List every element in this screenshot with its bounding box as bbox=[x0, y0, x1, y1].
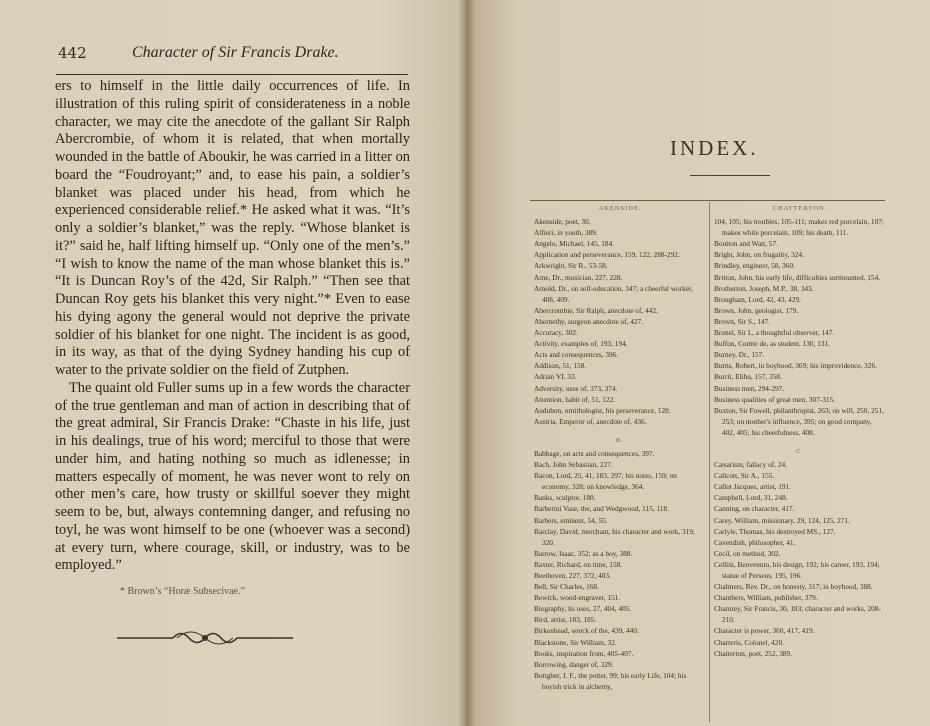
index-entry: Bacon, Lord, 25, 41, 183, 297; his notes, 159; on economy, 328; on knowledge, 364. bbox=[534, 471, 677, 492]
index-entry: Abernethy, surgeon anecdote of, 427. bbox=[534, 316, 644, 326]
running-title: Character of Sir Francis Drake. bbox=[132, 44, 339, 61]
index-entry: Carey, William, missionary, 29, 124, 125, 271. bbox=[714, 515, 850, 525]
index-entry: Bach, John Sebastian, 227. bbox=[534, 460, 613, 470]
index-entry: Cellini, Benvenuto, his design, 192; his career, 193, 194; statue of Perseus, 195, 196. bbox=[714, 559, 880, 580]
index-title: INDEX. bbox=[670, 136, 759, 160]
header-rule bbox=[56, 74, 408, 75]
index-entry: Beethoven, 227, 372, 403. bbox=[534, 571, 611, 580]
body-text bbox=[55, 78, 410, 575]
index-entry: Boulton and Watt, 57. bbox=[714, 239, 778, 249]
index-entry: Britton, John, his early life, difficulties surmounted, 154. bbox=[714, 272, 881, 282]
index-entry: Bright, John, on frugality, 324. bbox=[714, 250, 804, 260]
index-entry: Barrow, Isaac, 352; as a boy, 388. bbox=[534, 548, 633, 558]
index-entry: Bird, artist, 183, 185. bbox=[534, 615, 597, 625]
index-entry: Buxton, Sir Fowell, philanthropist, 263; on will, 250, 251, 253; on mother's influence, 395; on good company, 402, 405; his cheerfulness, 408. bbox=[714, 405, 884, 437]
index-entry: Character is power, 360, 417, 419. bbox=[714, 626, 815, 636]
index-entry: Blackstone, Sir William, 32. bbox=[534, 637, 617, 647]
index-entry: Brindley, engineer, 58, 360. bbox=[714, 261, 795, 271]
index-entry: Austria, Emperor of, anecdote of, 436. bbox=[534, 416, 647, 426]
index-entry: Activity, examples of, 193, 194. bbox=[534, 339, 628, 349]
index-entry: Accuracy, 302. bbox=[534, 328, 578, 338]
index-entry: Chatterton, poet, 252, 389. bbox=[714, 648, 793, 658]
index-entry: Arkwright, Sir R., 53-58. bbox=[534, 261, 608, 271]
index-entry: Business men, 294-297. bbox=[714, 383, 785, 393]
index-entry: Banks, sculptor, 188. bbox=[534, 493, 596, 503]
index-entry: Buffon, Comte de, as student, 130, 131. bbox=[714, 339, 830, 349]
book-gutter bbox=[458, 0, 476, 726]
index-entry: Biography, its uses, 27, 404, 405. bbox=[534, 604, 632, 614]
paragraph: ers to himself in the little daily occurrences of life. In illustration of this ruling spirit of considerateness in a noble character, we may cite the anecdote of the gallant Sir Ralph Abercrombie, of whom it is related, that when mortally wounded in the battle of Aboukir, he was carried in a litter on board the “Foudroyant;” and, to ease his pain, a soldier’s blanket was placed under his head, from which he experienced considerable relief.* He asked what it was. “It’s only a soldier’s blanket,” was the reply. “Whose blanket is it?” said he, half lifting himself up. “Only one of the men’s.” “I wish to know the name of the man whose blanket this is.” “It is Duncan Roy’s of the 42d, Sir Ralph.” “Then see that Duncan Roy gets his blanket this very night.”* Even to ease his dying agony the general would not deprive the private soldier of his blanket for one night. The incident is as good, in its way, as that of the dying Sydney handing his cup of water to the private soldier on the field of Zutphen. bbox=[55, 78, 410, 378]
column-divider bbox=[709, 202, 710, 722]
index-section-heading: CHATTERTON. bbox=[772, 205, 828, 212]
index-entry: Barbers, eminent, 54, 55. bbox=[534, 515, 608, 525]
index-entry: Acts and consequences, 396. bbox=[534, 350, 619, 360]
index-entry: Babbage, on acts and consequences, 397. bbox=[534, 448, 655, 458]
index-entry: Callcott, Sir A., 155. bbox=[714, 471, 775, 481]
index-entry: Callot Jacques, artist, 191. bbox=[714, 482, 792, 492]
index-entry: Brougham, Lord, 42, 43, 429. bbox=[714, 294, 801, 304]
index-entry: Akenside, poet, 30. bbox=[534, 217, 591, 227]
index-entry: Adrian VI. 33. bbox=[534, 372, 577, 382]
index-section-heading: C. bbox=[796, 447, 804, 455]
index-entry: Burrit, Elihu, 157, 358. bbox=[714, 372, 782, 382]
index-entry: Bewick, wood-engraver, 151. bbox=[534, 593, 621, 603]
index-entry: Baxter, Richard, on time, 158. bbox=[534, 559, 623, 569]
index-entry: Books, inspiration from, 405-407. bbox=[534, 648, 634, 658]
index-entry: Chantrey, Sir Francis, 30, 183; character and works, 208-210. bbox=[714, 604, 881, 625]
index-entry: Arne, Dr., musician, 227, 228. bbox=[534, 272, 623, 282]
index-entry: Brotherton, Joseph, M.P., 38, 343. bbox=[714, 283, 814, 293]
index-entry: Brown, John, geologist, 179. bbox=[714, 305, 799, 315]
index-entry: Attention, habit of, 51, 122. bbox=[534, 394, 616, 404]
page-number: 442 bbox=[58, 44, 87, 62]
index-column-left bbox=[534, 203, 706, 692]
index-entry: Cæsarism, fallacy of, 24. bbox=[714, 460, 787, 470]
index-entry: Carlyle, Thomas, his destroyed MS., 127. bbox=[714, 526, 836, 536]
index-entry: Application and perseverance, 159, 122, 288-292. bbox=[534, 250, 680, 260]
index-entry: Abercrombie, Sir Ralph, anecdote of, 442. bbox=[534, 305, 658, 315]
index-entry: Canning, on character, 417. bbox=[714, 504, 795, 514]
index-entry: 104, 105; his troubles, 105-111; makes red porcelain, 107; makes white porcelain, 109; his death, 111. bbox=[714, 217, 884, 238]
paragraph: The quaint old Fuller sums up in a few words the character of the true gentleman and man of action in describing that of the great admiral, Sir Francis Drake: “Chaste in his life, just in his dealings, true of his word; merciful to those that were under him, and hating nothing so much as idlenesse; in matters especally of moment, he was never wont to rely on other men’s care, how trusty or skillful soever they might seem to be, but, always contemning danger, and refusing no toyl, he was wont himself to be one (whoever was a second) at every turn, where courage, skill, or industry, was to be employed.” bbox=[55, 379, 410, 574]
index-entry: Brown, Sir S., 147. bbox=[714, 316, 771, 326]
index-spacer bbox=[714, 438, 886, 446]
index-column-right bbox=[714, 203, 886, 659]
index-entry: Cecil, on method, 302. bbox=[714, 548, 781, 558]
index-entry: Adversity, uses of, 373, 374. bbox=[534, 383, 618, 393]
index-entry: Birkenhead, wreck of the, 439, 440. bbox=[534, 626, 639, 636]
footnote: * Brown’s “Horæ Subsecivae.” bbox=[120, 586, 245, 597]
index-entry: Arnold, Dr., on self-education, 347; a cheerful worker, 408, 409. bbox=[534, 283, 693, 304]
index-entry: Chambers, William, publisher, 379. bbox=[714, 593, 818, 603]
index-section-heading: AKENSIDE. bbox=[598, 205, 642, 212]
ornament-flourish-icon bbox=[115, 628, 295, 648]
index-entry: Brunel, Sir I., a thoughtful observer, 147. bbox=[714, 328, 835, 338]
index-entry: Campbell, Lord, 31, 248. bbox=[714, 493, 788, 503]
index-entry: Bottgher, J. F., the potter, 99; his early Life, 104; his boyish trick in alchemy, bbox=[534, 670, 687, 691]
index-section-heading: B. bbox=[616, 436, 624, 444]
columns-top-rule bbox=[530, 200, 885, 201]
index-entry: Business qualities of great men, 307-315. bbox=[714, 394, 835, 404]
index-entry: Burney, Dr., 157. bbox=[714, 350, 765, 360]
index-entry: Barclay, David, merchant, his character and work, 319, 320. bbox=[534, 526, 695, 547]
index-entry: Borrowing, danger of, 329. bbox=[534, 659, 614, 669]
index-entry: Charteris, Colonel, 420. bbox=[714, 637, 784, 647]
index-entry: Cavendish, philosopher, 41. bbox=[714, 537, 796, 547]
index-entry: Audubon, ornithologist, his perseverance, 128. bbox=[534, 405, 671, 415]
index-entry: Barberini Vase, the, and Wedgwood, 115, 118. bbox=[534, 504, 669, 514]
index-entry: Burns, Robert, in boyhood, 369; his improvidence, 326. bbox=[714, 361, 877, 371]
title-rule bbox=[690, 175, 770, 176]
index-entry: Addison, 51, 158. bbox=[534, 361, 587, 371]
index-entry: Bell, Sir Charles, 168. bbox=[534, 582, 599, 592]
index-entry: Angelo, Michael, 145, 184. bbox=[534, 239, 615, 249]
index-entry: Alfieri, in youth, 389. bbox=[534, 228, 598, 238]
index-spacer bbox=[534, 427, 706, 435]
index-entry: Chalmers, Rev. Dr., on honesty, 317; in boyhood, 388. bbox=[714, 582, 873, 592]
